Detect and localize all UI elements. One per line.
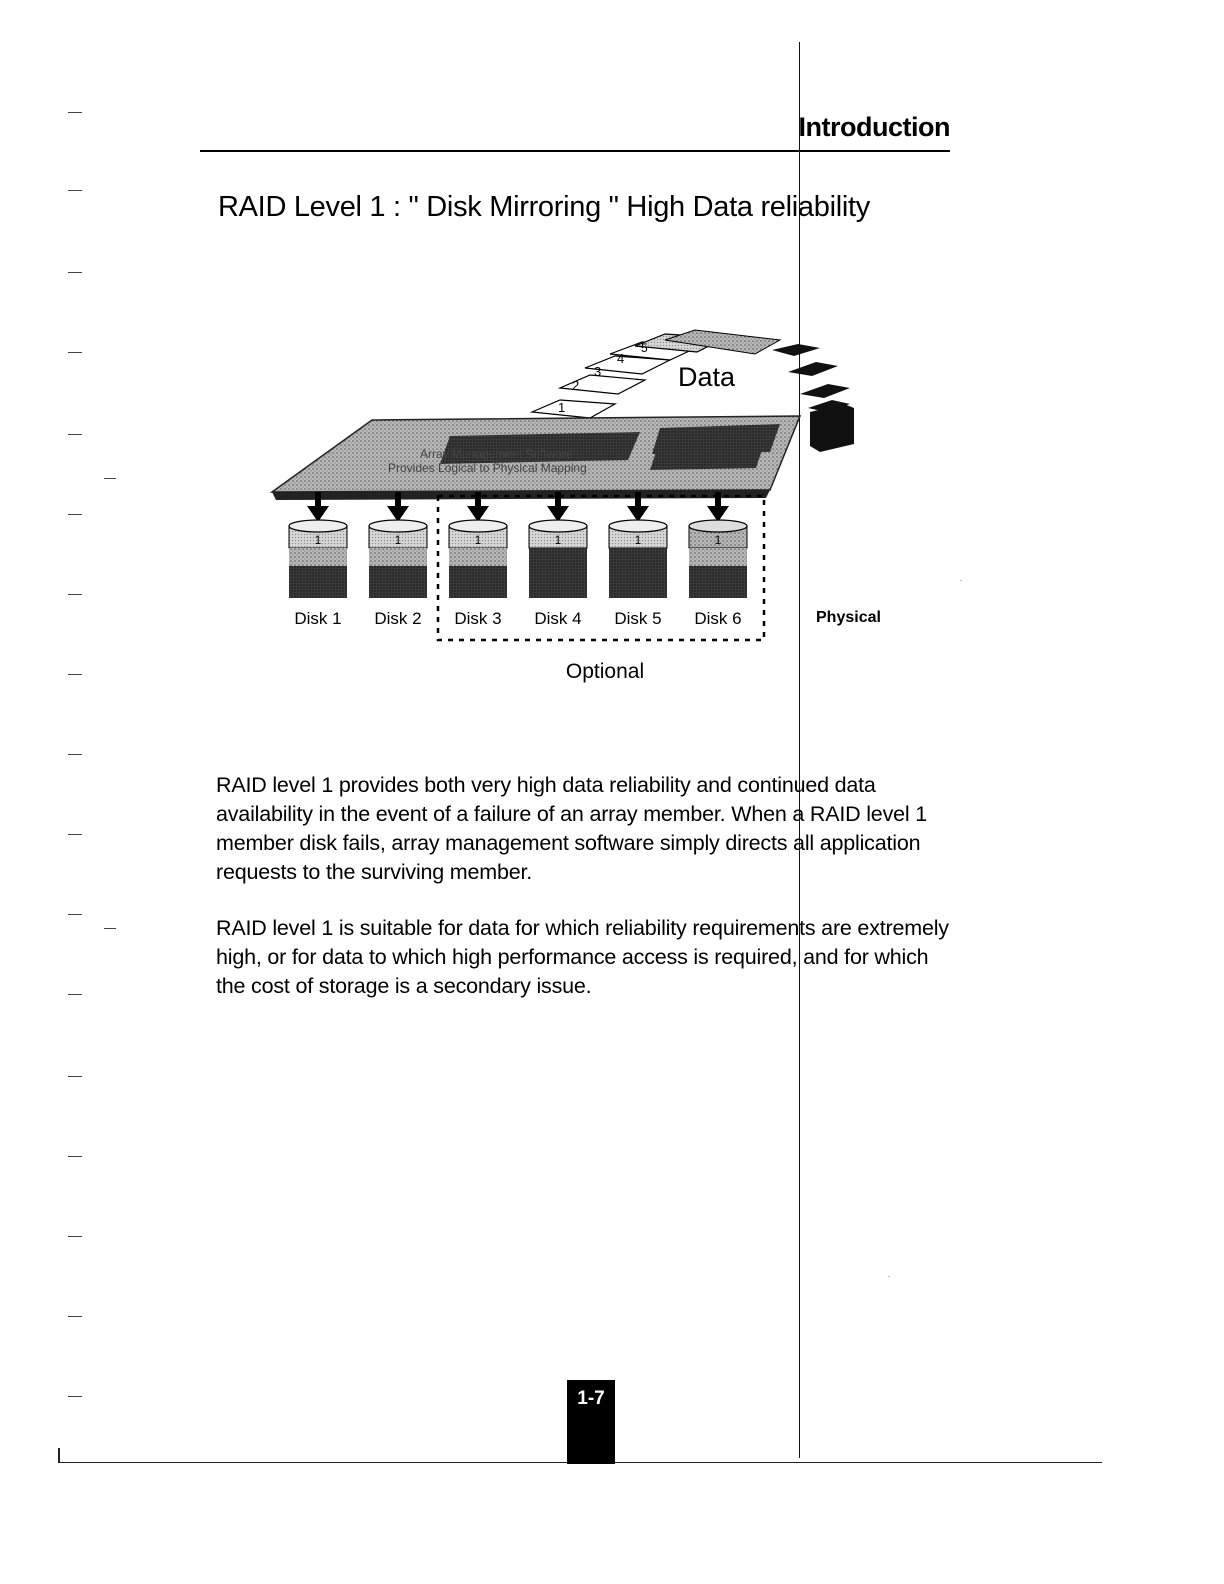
binder-mark [68,434,82,435]
page-number-tab [567,1380,615,1464]
data-block-page [532,400,615,418]
disk-label: Disk 2 [374,609,422,628]
disk-block-number: 1 [714,533,722,547]
disk [529,520,587,598]
bottom-tick [58,1448,60,1462]
data-block-number: 4 [617,351,625,366]
binder-mark [68,190,82,191]
disk-label: Disk 4 [534,609,582,628]
disk [609,520,667,598]
scan-speck [960,580,962,581]
binder-mark [68,112,82,113]
page-heading: RAID Level 1 : " Disk Mirroring " High Data reliability [218,191,870,223]
disk-label: Disk 3 [454,609,502,628]
binder-mark [68,914,82,915]
data-label: Data [678,362,736,392]
data-block-number: 3 [594,364,602,379]
body-paragraph: RAID level 1 provides both very high data reliability and continued data availability in the event of a failure of an array member. When a RAID level 1 member disk fails, array management software simply directs all application requests to the surviving member. [216,773,927,884]
binder-mark [104,478,116,479]
vertical-rule [799,42,800,1458]
physical-label: Physical [816,609,881,626]
disk-block-number: 1 [554,533,562,547]
controller-chip [650,450,762,470]
header-rule [200,150,950,152]
data-block-number: 1 [558,400,566,415]
binder-mark [104,928,116,929]
section-title: Introduction [798,112,950,142]
raid-diagram-graphic [260,320,900,700]
data-blocks [532,330,780,418]
data-block-number: 5 [641,341,648,355]
disk-label: Disk 1 [294,609,342,628]
disk [369,520,427,598]
data-slab [788,362,838,376]
binder-mark [68,594,82,595]
data-slab [800,384,850,398]
disk [689,520,747,598]
disk-block-number: 1 [314,533,322,547]
binder-mark [68,994,82,995]
disk-label: Disk 6 [694,609,742,628]
disk-block-number: 1 [474,533,482,547]
raid-diagram [260,320,900,700]
binder-mark [68,1396,82,1397]
binder-mark [68,1076,82,1077]
body-paragraph: RAID level 1 is suitable for data for which reliability requirements are extremely high, or for data to which high performance access is required, and for which the cost of storage is a secondary issue. [216,916,949,998]
binder-mark [68,1236,82,1237]
binder-mark [68,1316,82,1317]
page-number: 1-7 [577,1388,605,1409]
host-box [810,404,854,452]
data-slab [772,344,820,356]
scan-speck [888,1276,890,1277]
disk [449,520,507,598]
optional-label: Optional [565,660,645,683]
disk [289,520,347,598]
disk-block-number: 1 [394,533,402,547]
disk-array [289,520,747,598]
binder-mark [68,1156,82,1157]
binder-mark [68,834,82,835]
controller-chip [652,424,780,454]
binder-mark [68,272,82,273]
data-block-number: 2 [572,378,580,393]
binder-mark [68,674,82,675]
controller-board [272,416,800,500]
controller-label-line2: Provides Logical to Physical Mapping [388,461,587,475]
disk-label: Disk 5 [614,609,662,628]
disk-block-number: 1 [634,533,642,547]
binder-mark [68,514,82,515]
binder-mark [68,754,82,755]
binder-mark [68,352,82,353]
controller-label-line1: Array Management Software [420,447,573,461]
